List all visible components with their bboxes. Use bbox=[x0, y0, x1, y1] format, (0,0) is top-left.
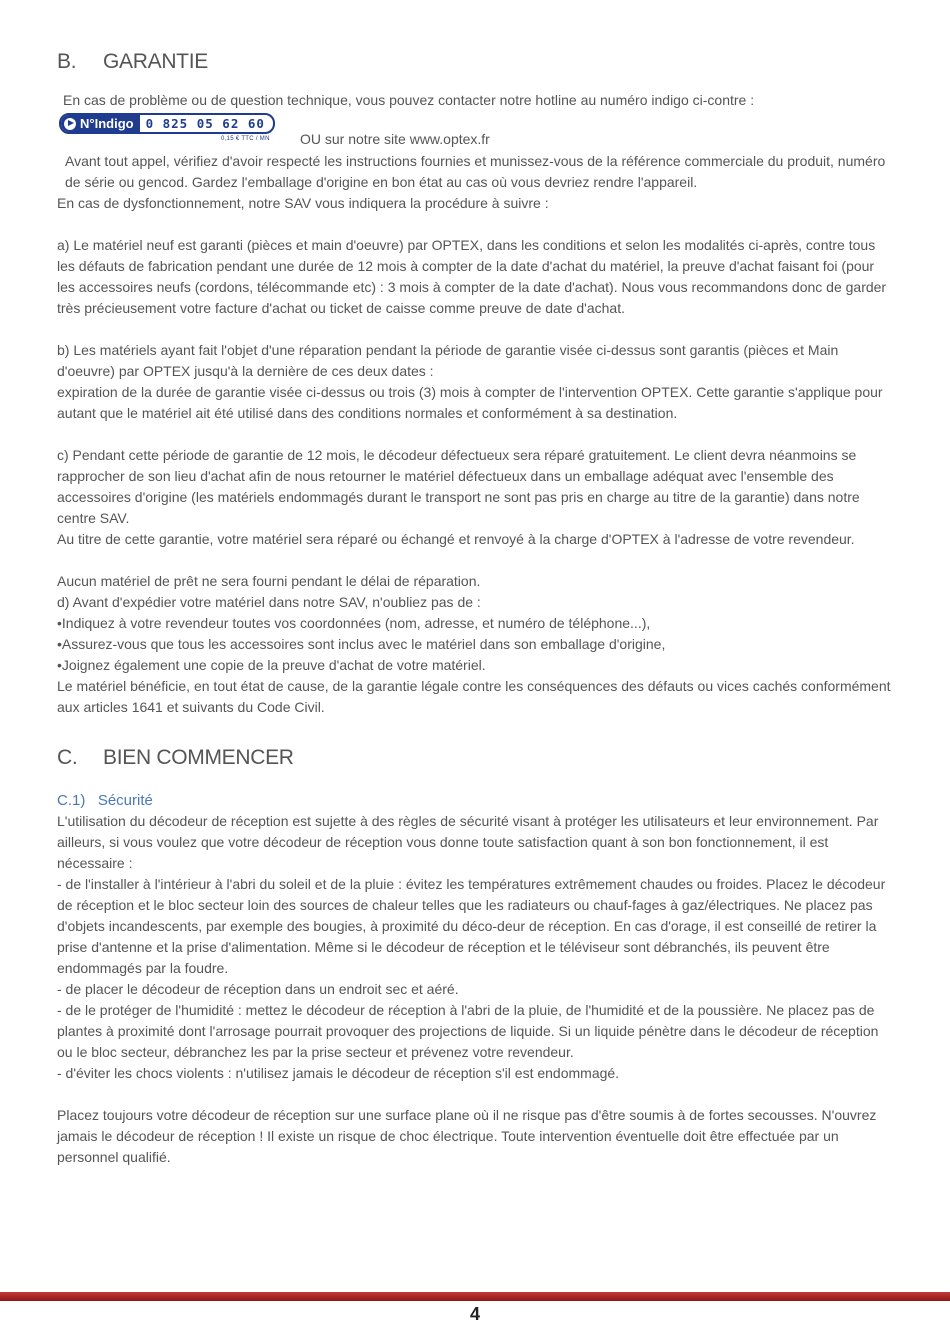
paragraph-humidity: - de le protéger de l'humidité : mettez le décodeur de réception à l'abri de la pluie, de l'humidité et de la poussière. Ne placez pas de plantes à proximité dont l'arrosage pourrait provoquer des projections de liquide. Si un liquide pénètre dans le décodeur de réception ou le bloc secteur, débranchez les par la prise secteur et prévenez votre revendeur. bbox=[57, 1002, 879, 1060]
paragraph-place: - de placer le décodeur de réception dans un endroit sec et aéré. bbox=[57, 981, 459, 997]
paragraph-a: a) Le matériel neuf est garanti (pièces et main d'oeuvre) par OPTEX, dans les conditions et selon les modalités ci-après, contre tous les défauts de fabrication pendant une durée de 12 mois à compter de la date d'achat du matériel, la preuve d'achat faisant foi (pour les accessoires neufs (cordons, télécommande etc) : 3 mois à compter de la date d'achat). Nous vous recommandons donc de garder très précieusement votre facture d'achat ou ticket de caisse comme preuve de date d'achat. bbox=[57, 237, 887, 316]
bullet-item: •Assurez-vous que tous les accessoires sont inclus avec le matériel dans son emballage d'origine, bbox=[57, 636, 666, 652]
subsection-heading-securite: C.1) Sécurité bbox=[57, 792, 153, 809]
website-line: OU sur notre site www.optex.fr bbox=[300, 131, 490, 147]
paragraph-sav: En cas de dysfonctionnement, notre SAV vous indiquera la procédure à suivre : bbox=[57, 195, 549, 211]
indigo-hotline-badge bbox=[59, 113, 275, 134]
indigo-label-text: N°Indigo bbox=[80, 116, 134, 131]
indigo-phone-number: 0 825 05 62 60 bbox=[145, 116, 265, 131]
price-note: 0,15 € TTC / MN bbox=[221, 136, 270, 142]
play-icon bbox=[64, 118, 76, 130]
section-b-heading bbox=[57, 50, 895, 74]
section-number: B. bbox=[57, 50, 77, 73]
page-number: 4 bbox=[469, 1304, 480, 1324]
paragraph-c1: c) Pendant cette période de garantie de 12 mois, le décodeur défectueux sera réparé gratuitement. Le client devra néanmoins se rapprocher de son lieu d'achat afin de nous retourner le matériel défectueux dans un emballage adéquat avec l'ensemble des accessoires d'origine (les matériels endommagés durant le transport ne sont pas pris en charge au titre de la garantie) dans notre centre SAV. bbox=[57, 447, 860, 526]
paragraph-b2: expiration de la durée de garantie visée ci-dessus ou trois (3) mois à compter de l'intervention OPTEX. Cette garantie s'applique pour autant que le matériel ait été utilisé dans des conditions normales et conformément à sa destination. bbox=[57, 384, 883, 421]
section-c-heading bbox=[57, 746, 895, 770]
section-title: BIEN COMMENCER bbox=[103, 746, 294, 769]
paragraph-install: - de l'installer à l'intérieur à l'abri du soleil et de la pluie : évitez les températures extrêmement chaudes ou froides. Placez le décodeur de réception et le bloc secteur loin des sources de chaleur telles que les radiateurs ou chauf-fages à gaz/électriques. Ne placez pas d'objets incandescents, par exemple des bougies, à proximité du déco-deur de réception. En cas d'orage, il est conseillé de retirer la prise d'antenne et la prise d'alimentation. Même si le décodeur de réception et le téléviseur sont débranchés, ils peuvent être endommagés par la foudre. bbox=[57, 876, 886, 976]
footer-band bbox=[0, 1292, 950, 1301]
paragraph-final: Placez toujours votre décodeur de réception sur une surface plane où il ne risque pas d'être soumis à de fortes secousses. N'ouvrez jamais le décodeur de réception ! Il existe un risque de choc électrique. Toute intervention éventuelle doit être effectuée par un personnel qualifié. bbox=[57, 1107, 877, 1165]
paragraph-legal: Le matériel bénéficie, en tout état de cause, de la garantie légale contre les conséquences des défauts ou vices cachés conformément aux articles 1641 et suivants du Code Civil. bbox=[57, 678, 891, 715]
hotline-intro: En cas de problème ou de question technique, vous pouvez contacter notre hotline au numéro indigo ci-contre : bbox=[63, 92, 755, 108]
paragraph-safety-intro: L'utilisation du décodeur de réception est sujette à des règles de sécurité visant à protéger les utilisateurs et leur environnement. Par ailleurs, si vous voulez que votre décodeur de réception vous donne toute satisfaction quant à son bon fonctionnement, il est nécessaire : bbox=[57, 813, 879, 871]
bullet-item: •Joignez également une copie de la preuve d'achat de votre matériel. bbox=[57, 657, 486, 673]
section-number: C. bbox=[57, 746, 78, 769]
paragraph-before-call: Avant tout appel, vérifiez d'avoir respecté les instructions fournies et munissez-vous de la référence commerciale du produit, numéro de série ou gencod. Gardez l'emballage d'origine en bon état au cas où vous devriez rendre l'appareil. bbox=[65, 153, 886, 190]
hotline-row bbox=[57, 111, 895, 151]
paragraph-loan: Aucun matériel de prêt ne sera fourni pendant le délai de réparation. bbox=[57, 573, 481, 589]
page-content bbox=[57, 50, 895, 1168]
paragraph-d: d) Avant d'expédier votre matériel dans notre SAV, n'oubliez pas de : bbox=[57, 594, 481, 610]
indigo-label bbox=[61, 115, 140, 132]
section-title: GARANTIE bbox=[103, 50, 208, 73]
paragraph-b1: b) Les matériels ayant fait l'objet d'une réparation pendant la période de garantie visée ci-dessus sont garantis (pièces et Main d'oeuvre) par OPTEX jusqu'à la dernière de ces deux dates : bbox=[57, 342, 839, 379]
paragraph-shocks: - d'éviter les chocs violents : n'utilisez jamais le décodeur de réception s'il est endommagé. bbox=[57, 1065, 620, 1081]
paragraph-c2: Au titre de cette garantie, votre matériel sera réparé ou échangé et renvoyé à la charge d'OPTEX à l'adresse de votre revendeur. bbox=[57, 531, 855, 547]
bullet-item: •Indiquez à votre revendeur toutes vos coordonnées (nom, adresse, et numéro de téléphone...), bbox=[57, 615, 651, 631]
